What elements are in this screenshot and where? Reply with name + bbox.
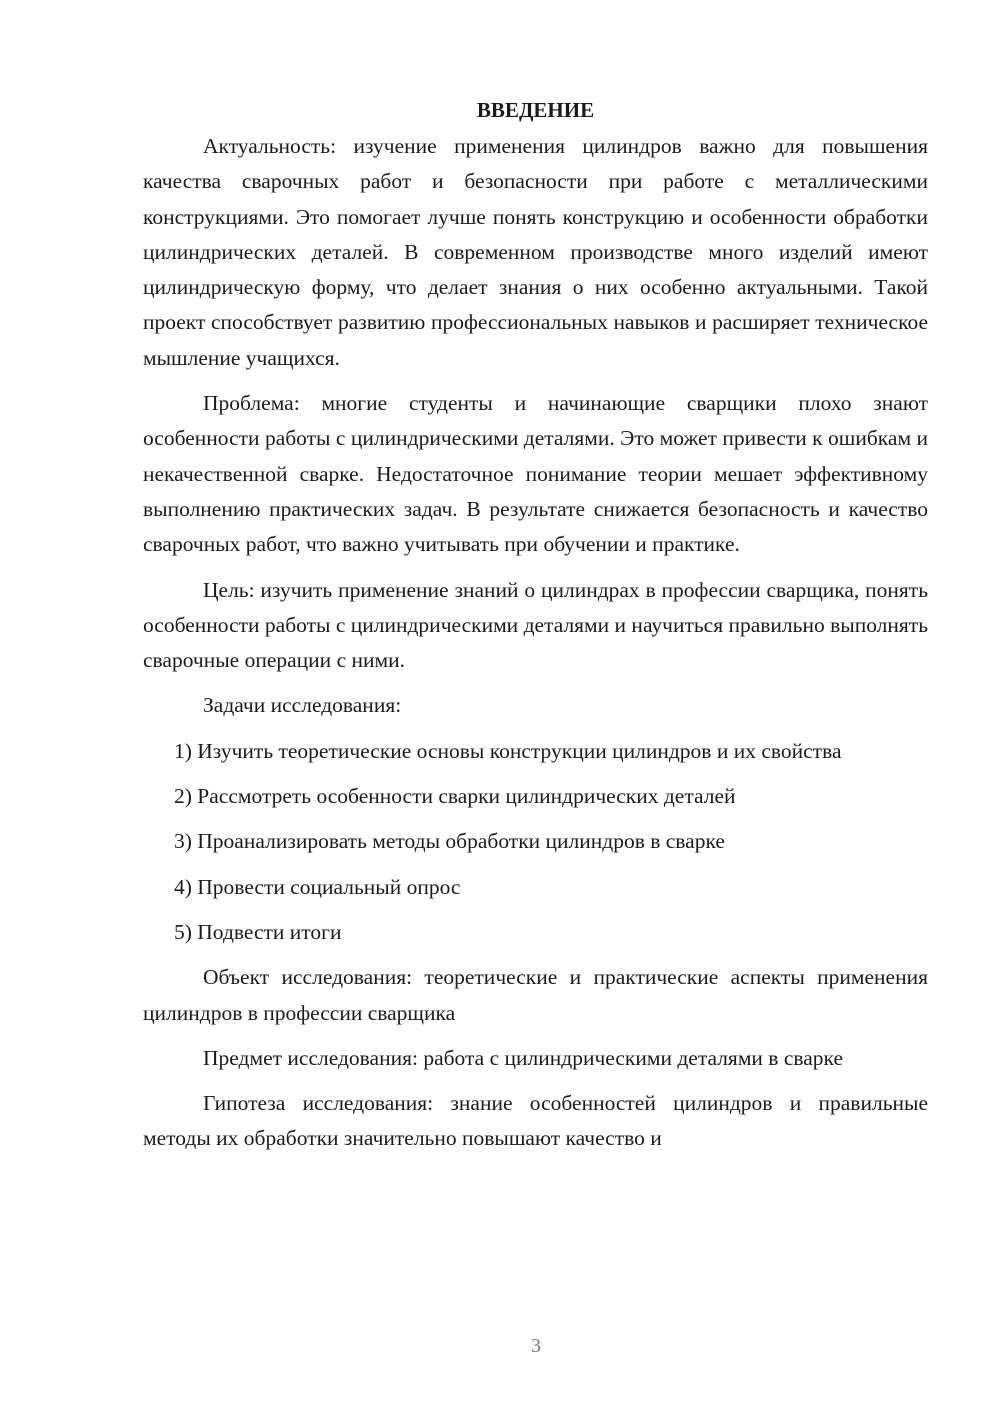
list-item: 4) Провести социальный опрос [174, 874, 461, 899]
paragraph-relevance: Актуальность: изучение применения цилиндров важно для повышения качества сварочных работ и безопасности при работе с металлическими конструкциями. Это помогает лучше понять конструкцию и особенности обработки цилиндрических деталей. В современном производстве много изделий имеют цилиндрическую форму, что делает знания о них особенно актуальными. Такой проект способствует развитию профессиональных навыков и расширяет техническое мышление учащихся. [143, 134, 928, 370]
list-item: 1) Изучить теоретические основы конструкции цилиндров и их свойства [174, 738, 842, 763]
page-number: 3 [531, 1335, 541, 1357]
paragraph-problem: Проблема: многие студенты и начинающие сварщики плохо знают особенности работы с цилиндрическими деталями. Это может привести к ошибкам и некачественной сварке. Недостаточное понимание теории мешает эффективному выполнению практических задач. В результате снижается безопасность и качество сварочных работ, что важно учитывать при обучении и практике. [143, 391, 928, 557]
tasks-list [143, 734, 928, 950]
document-page [143, 93, 928, 1157]
list-item: 5) Подвести итоги [174, 919, 342, 944]
list-item: 2) Рассмотреть особенности сварки цилиндрических деталей [174, 784, 736, 809]
paragraph-object: Объект исследования: теоретические и практические аспекты применения цилиндров в профессии сварщика [143, 965, 928, 1025]
section-heading: ВВЕДЕНИЕ [476, 98, 595, 122]
paragraph-tasks-intro: Задачи исследования: [203, 693, 402, 718]
paragraph-hypothesis: Гипотеза исследования: знание особенностей цилиндров и правильные методы их обработки значительно повышают качество и [143, 1091, 928, 1151]
list-item: 3) Проанализировать методы обработки цилиндров в сварке [174, 829, 725, 854]
paragraph-subject: Предмет исследования: работа с цилиндрическими деталями в сварке [203, 1045, 843, 1070]
paragraph-goal: Цель: изучить применение знаний о цилиндрах в профессии сварщика, понять особенности работы с цилиндрическими деталями и научиться правильно выполнять сварочные операции с ними. [143, 577, 928, 673]
